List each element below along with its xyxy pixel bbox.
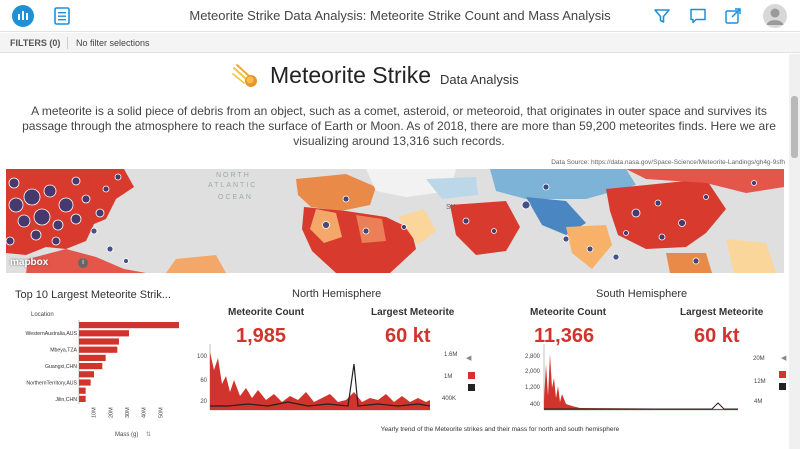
top10-x-tick: 50M	[158, 407, 165, 418]
top-bar	[0, 0, 800, 32]
trend-caption: Yearly trend of the Meteorite strikes and their mass for north and south hemisphere	[380, 426, 620, 433]
mapbox-logo[interactable]: mapbox	[10, 257, 49, 268]
top10-category-label: Guangxi,CHN	[44, 364, 77, 370]
top10-category-label: NorthernTerritory,AUS	[26, 380, 77, 387]
filters-label[interactable]: FILTERS (0)	[10, 38, 61, 48]
south-right-tick-4m: 4M	[754, 399, 763, 405]
user-avatar-icon[interactable]	[763, 4, 787, 28]
map-info-icon[interactable]: i	[78, 258, 88, 268]
south-largest-label: Largest Meteorite	[680, 307, 764, 318]
top10-bar[interactable]	[79, 355, 106, 361]
top10-x-tick: 40M	[141, 407, 148, 418]
top10-x-tick: 10M	[91, 407, 98, 418]
scrollbar-thumb[interactable]	[791, 96, 798, 158]
page-title: Meteorite Strike Data Analysis: Meteorite Strike Count and Mass Analysis	[189, 8, 611, 23]
top10-xlabel: Mass (g)	[115, 432, 139, 438]
sheet-list-icon[interactable]	[54, 7, 70, 25]
top10-bar[interactable]	[79, 388, 86, 394]
south-count-label: Meteorite Count	[530, 307, 607, 318]
top10-bar[interactable]	[79, 379, 91, 385]
south-legend-mass-swatch[interactable]	[779, 383, 786, 390]
page-scrollbar[interactable]	[789, 54, 800, 449]
map-label-sy: SY	[446, 204, 456, 211]
south-left-tick-2800: 2,800	[524, 354, 540, 360]
north-left-tick-100: 100	[196, 354, 207, 360]
top10-bar[interactable]	[79, 371, 94, 377]
north-left-tick-60: 60	[200, 378, 207, 384]
top10-bar[interactable]	[79, 396, 86, 402]
top10-x-tick: 30M	[125, 407, 131, 418]
north-largest-value: 60 kt	[385, 325, 431, 347]
filter-icon[interactable]	[653, 7, 671, 25]
north-largest-label: Largest Meteorite	[371, 307, 455, 318]
top10-bar[interactable]	[79, 322, 179, 328]
filters-value: No filter selections	[76, 38, 150, 48]
top10-bar[interactable]	[79, 338, 119, 344]
top10-bar[interactable]	[79, 363, 102, 369]
top10-x-tick: 20M	[108, 407, 115, 418]
north-right-tick-400k: 400K	[442, 396, 457, 402]
world-map[interactable]	[6, 169, 784, 273]
top10-bar[interactable]	[79, 347, 117, 353]
south-largest-value: 60 kt	[694, 325, 740, 347]
data-source: Data Source: https://data.nasa.gov/Space-Science/Meteorite-Landings/gh4g-9sfh	[551, 159, 785, 166]
north-legend-mass-swatch[interactable]	[468, 384, 475, 391]
south-left-tick-400: 400	[529, 402, 540, 408]
app-logo-icon[interactable]	[12, 5, 34, 27]
south-right-tick-20m: 20M	[753, 356, 765, 362]
north-title: North Hemisphere	[292, 288, 382, 300]
hero-subtitle: Data Analysis	[440, 72, 519, 87]
south-trend-chart[interactable]	[488, 340, 788, 420]
north-trend-chart[interactable]	[188, 340, 488, 420]
top10-bar[interactable]	[79, 330, 129, 336]
top10-category-label: Jilin,CHN	[55, 396, 77, 403]
north-legend-count-swatch[interactable]	[468, 372, 475, 379]
north-left-tick-20: 20	[200, 399, 207, 405]
share-icon[interactable]	[724, 7, 742, 25]
map-label-ocean: OCEAN	[218, 194, 253, 201]
comment-icon[interactable]	[689, 7, 707, 25]
south-count-value: 11,366	[534, 325, 595, 347]
meteor-icon	[232, 64, 260, 90]
map-label-atlantic: ATLANTIC	[208, 182, 258, 189]
south-right-tick-12m: 12M	[754, 379, 766, 385]
filter-bar	[0, 33, 800, 53]
top10-category-label: Mbeya,TZA	[50, 347, 77, 354]
top10-sort-icon[interactable]: ⇅	[146, 432, 152, 438]
south-legend-collapse-icon[interactable]: ◀	[781, 355, 787, 362]
south-left-tick-1200: 1,200	[524, 385, 540, 391]
south-title: South Hemisphere	[596, 288, 688, 300]
south-left-tick-2000: 2,000	[524, 369, 540, 375]
map-label-north: NORTH	[216, 172, 251, 179]
north-right-tick-1m: 1M	[444, 374, 453, 380]
top10-title: Top 10 Largest Meteorite Strik...	[15, 289, 171, 301]
north-count-value: 1,985	[236, 325, 287, 347]
top10-legend: Location	[31, 312, 54, 318]
top10-category-label: WesternAustralia,AUS	[25, 331, 77, 338]
north-right-tick-1.6m: 1.6M	[444, 352, 458, 358]
top10-bar-chart[interactable]	[5, 300, 190, 440]
south-legend-count-swatch[interactable]	[779, 371, 786, 378]
north-count-label: Meteorite Count	[228, 307, 305, 318]
filter-divider	[67, 37, 68, 49]
south-count-area	[544, 354, 738, 410]
hero-title: Meteorite Strike	[270, 62, 432, 88]
hero-description: A meteorite is a solid piece of debris from an object, such as a comet, asteroid, or meteoroid, that originates in outer space and survives its passage through the atmosphere to reach the surface of Earth or Moon. As of 2018, there are more than 59,200 meteorites finds. Here we are visualizing around 13,316 such records.	[22, 104, 776, 148]
north-legend-collapse-icon[interactable]: ◀	[466, 355, 472, 362]
north-count-area	[210, 352, 430, 410]
